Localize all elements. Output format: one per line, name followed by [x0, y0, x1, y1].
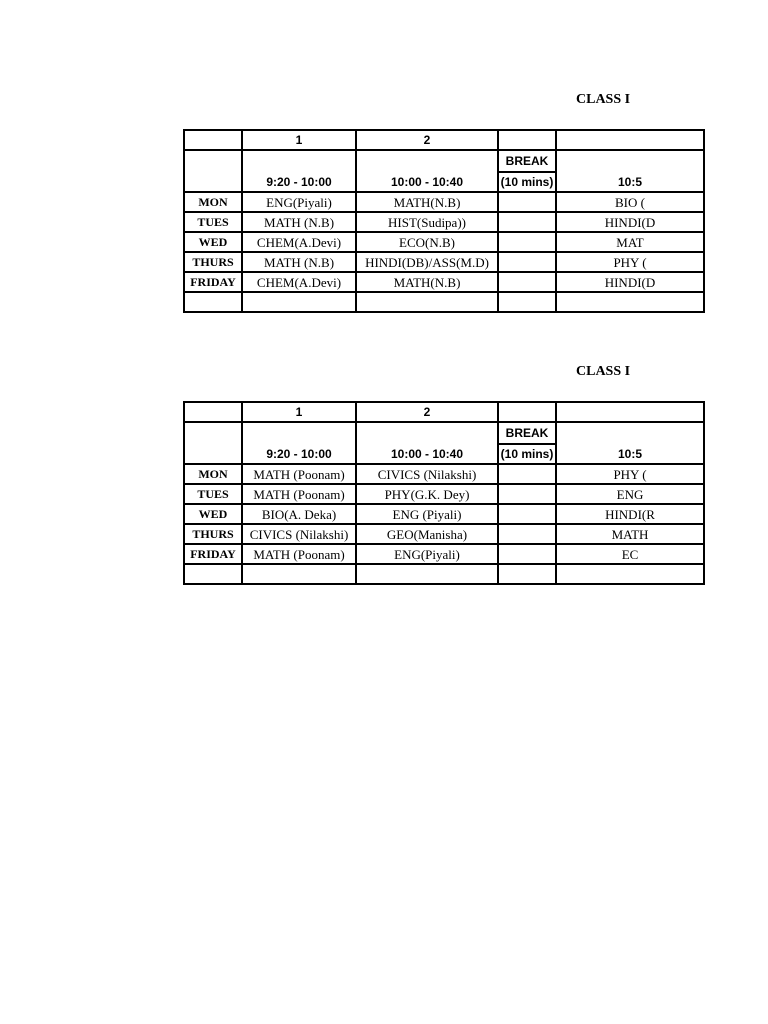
day-row	[184, 192, 704, 212]
break-empty-cell	[498, 504, 556, 524]
subject-cell: HIST(Sudipa))	[356, 212, 498, 232]
day-label: FRIDAY	[184, 544, 242, 564]
period-number	[498, 402, 556, 422]
break-duration: (10 mins)	[500, 175, 554, 189]
period-time: 10:00 - 10:40	[356, 150, 498, 192]
day-label: WED	[184, 232, 242, 252]
corner-cell	[184, 402, 242, 422]
class-title: CLASS I	[576, 364, 631, 379]
subject-cell: HINDI(DB)/ASS(M.D)	[356, 252, 498, 272]
day-label: MON	[184, 464, 242, 484]
day-row	[184, 232, 704, 252]
corner-cell	[184, 150, 242, 192]
day-label: TUES	[184, 484, 242, 504]
break-empty-cell	[498, 524, 556, 544]
subject-cell: HINDI(R	[556, 504, 704, 524]
subject-cell: MATH (Poonam)	[242, 544, 356, 564]
subject-cell: MATH (N.B)	[242, 212, 356, 232]
day-label: MON	[184, 192, 242, 212]
break-empty-cell	[498, 212, 556, 232]
break-label: BREAK	[499, 151, 555, 173]
subject-cell: MATH (Poonam)	[242, 484, 356, 504]
subject-cell: EC	[556, 544, 704, 564]
break-label: BREAK	[499, 423, 555, 445]
empty-cell	[184, 292, 242, 312]
break-empty-cell	[498, 464, 556, 484]
day-row	[184, 484, 704, 504]
timetable	[183, 129, 705, 313]
subject-cell: CHEM(A.Devi)	[242, 272, 356, 292]
day-row	[184, 212, 704, 232]
empty-cell	[556, 564, 704, 584]
subject-cell: CHEM(A.Devi)	[242, 232, 356, 252]
period-number: 2	[356, 402, 498, 422]
subject-cell: MATH	[556, 524, 704, 544]
day-row	[184, 272, 704, 292]
subject-cell: ECO(N.B)	[356, 232, 498, 252]
corner-cell	[184, 130, 242, 150]
break-empty-cell	[498, 232, 556, 252]
subject-cell: PHY (	[556, 252, 704, 272]
subject-cell: BIO (	[556, 192, 704, 212]
empty-cell	[242, 292, 356, 312]
period-time: 9:20 - 10:00	[242, 422, 356, 464]
empty-row	[184, 564, 704, 584]
empty-cell	[356, 564, 498, 584]
subject-cell: PHY (	[556, 464, 704, 484]
day-label: THURS	[184, 524, 242, 544]
day-label: THURS	[184, 252, 242, 272]
period-time: 10:5	[556, 150, 704, 192]
break-empty-cell	[498, 544, 556, 564]
day-row	[184, 504, 704, 524]
break-empty-cell	[498, 192, 556, 212]
subject-cell: HINDI(D	[556, 212, 704, 232]
subject-cell: ENG(Piyali)	[356, 544, 498, 564]
period-header-row	[184, 402, 704, 422]
subject-cell: PHY(G.K. Dey)	[356, 484, 498, 504]
day-label: TUES	[184, 212, 242, 232]
subject-cell: ENG (Piyali)	[356, 504, 498, 524]
break-empty-cell	[498, 484, 556, 504]
empty-cell	[242, 564, 356, 584]
day-row	[184, 524, 704, 544]
subject-cell: GEO(Manisha)	[356, 524, 498, 544]
subject-cell: MAT	[556, 232, 704, 252]
subject-cell: MATH(N.B)	[356, 272, 498, 292]
break-empty-cell	[498, 272, 556, 292]
subject-cell: MATH (Poonam)	[242, 464, 356, 484]
period-time: 10:5	[556, 422, 704, 464]
subject-cell: ENG(Piyali)	[242, 192, 356, 212]
empty-cell	[184, 564, 242, 584]
period-header-row	[184, 130, 704, 150]
break-empty-cell	[498, 252, 556, 272]
subject-cell: HINDI(D	[556, 272, 704, 292]
empty-cell	[556, 292, 704, 312]
subject-cell: CIVICS (Nilakshi)	[242, 524, 356, 544]
day-label: FRIDAY	[184, 272, 242, 292]
break-duration: (10 mins)	[500, 447, 554, 461]
class-title: CLASS I	[576, 92, 631, 107]
break-cell	[498, 150, 556, 192]
period-time: 9:20 - 10:00	[242, 150, 356, 192]
day-row	[184, 252, 704, 272]
day-row	[184, 464, 704, 484]
time-row	[184, 150, 704, 192]
break-cell	[498, 422, 556, 464]
day-label: WED	[184, 504, 242, 524]
period-number	[556, 130, 704, 150]
subject-cell: MATH(N.B)	[356, 192, 498, 212]
corner-cell	[184, 422, 242, 464]
period-number: 1	[242, 130, 356, 150]
empty-row	[184, 292, 704, 312]
time-row	[184, 422, 704, 464]
subject-cell: CIVICS (Nilakshi)	[356, 464, 498, 484]
period-number: 1	[242, 402, 356, 422]
empty-cell	[498, 564, 556, 584]
period-number: 2	[356, 130, 498, 150]
subject-cell: ENG	[556, 484, 704, 504]
period-number	[498, 130, 556, 150]
timetable	[183, 401, 705, 585]
subject-cell: BIO(A. Deka)	[242, 504, 356, 524]
empty-cell	[498, 292, 556, 312]
subject-cell: MATH (N.B)	[242, 252, 356, 272]
day-row	[184, 544, 704, 564]
period-number	[556, 402, 704, 422]
empty-cell	[356, 292, 498, 312]
period-time: 10:00 - 10:40	[356, 422, 498, 464]
